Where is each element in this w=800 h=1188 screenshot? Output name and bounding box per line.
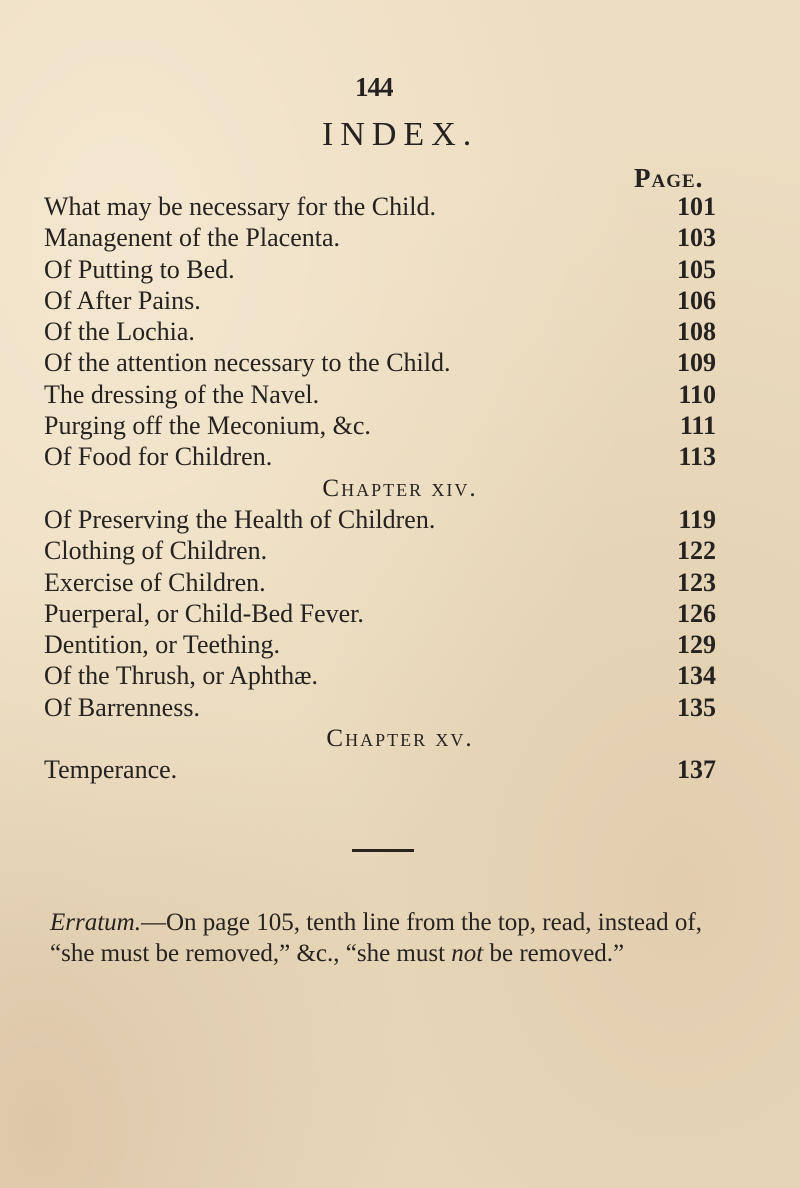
- entry-page-number: 109: [677, 348, 716, 378]
- entry-title: Managenent of the Placenta.: [44, 223, 340, 253]
- entry-page-number: 119: [678, 504, 716, 534]
- index-entry: [44, 254, 716, 285]
- entry-title: The dressing of the Navel.: [44, 379, 320, 409]
- entry-title: Of Food for Children.: [44, 442, 273, 472]
- index-entry: [44, 441, 716, 472]
- erratum-emphasis: not: [451, 940, 484, 967]
- index-entry: [44, 692, 716, 723]
- entry-title: Of the attention necessary to the Child.: [44, 348, 451, 378]
- entry-page-number: 122: [677, 536, 716, 566]
- entry-title: Purging off the Meconium, &c.: [44, 411, 371, 441]
- entry-page-number: 129: [677, 630, 716, 660]
- index-entries: [44, 191, 716, 786]
- index-entry: [44, 410, 716, 441]
- entry-page-number: 103: [677, 223, 716, 253]
- chapter-title: Chapter xv.: [326, 725, 474, 753]
- index-entry: [44, 754, 716, 785]
- page-column-header: Page.: [634, 163, 704, 193]
- entry-title: Puerperal, or Child-Bed Fever.: [44, 598, 364, 628]
- entry-title: Clothing of Children.: [44, 536, 268, 566]
- entry-page-number: 113: [678, 442, 716, 472]
- index-entry: [44, 660, 716, 691]
- entry-page-number: 134: [677, 661, 716, 691]
- entry-title: Of the Thrush, or Aphthæ.: [44, 661, 318, 691]
- index-entry: [44, 285, 716, 316]
- erratum-note: [50, 907, 730, 969]
- entry-page-number: 126: [677, 598, 716, 628]
- chapter-heading: [44, 723, 716, 754]
- index-entry: [44, 347, 716, 378]
- entry-page-number: 108: [677, 317, 716, 347]
- entry-page-number: 110: [678, 379, 716, 409]
- entry-title: Exercise of Children.: [44, 567, 266, 597]
- entry-page-number: 123: [677, 567, 716, 597]
- index-entry: [44, 567, 716, 598]
- index-entry: [44, 504, 716, 535]
- entry-page-number: 101: [677, 192, 716, 221]
- entry-page-number: 106: [677, 285, 716, 315]
- index-entry: [44, 316, 716, 347]
- index-entry: [44, 222, 716, 253]
- chapter-heading: [44, 473, 716, 504]
- entry-title: Of Putting to Bed.: [44, 254, 235, 284]
- index-entry: [44, 191, 716, 222]
- entry-title: Of Preserving the Health of Children.: [44, 504, 436, 534]
- entry-title: What may be necessary for the Child.: [44, 192, 437, 221]
- entry-title: Of the Lochia.: [44, 317, 195, 347]
- entry-page-number: 105: [677, 254, 716, 284]
- index-entry: [44, 598, 716, 629]
- entry-page-number: 137: [677, 755, 716, 785]
- section-divider: [352, 849, 414, 852]
- page-number: 144: [355, 72, 393, 102]
- entry-title: Of After Pains.: [44, 285, 201, 315]
- chapter-title: Chapter xiv.: [322, 474, 478, 502]
- erratum-text-before: —On page 105, tenth line from the top, read, instead of, “she must be removed,” &c., “she must: [50, 909, 702, 967]
- entry-title: Of Barrenness.: [44, 692, 200, 722]
- entry-title: Temperance.: [44, 755, 178, 785]
- index-entry: [44, 379, 716, 410]
- page-title: INDEX.: [322, 116, 479, 153]
- entry-page-number: 111: [679, 411, 716, 441]
- index-entry: [44, 629, 716, 660]
- entry-page-number: 135: [677, 692, 716, 722]
- erratum-label: Erratum.: [50, 909, 141, 936]
- index-entry: [44, 535, 716, 566]
- erratum-text-after: be removed.”: [483, 940, 625, 967]
- entry-title: Dentition, or Teething.: [44, 630, 280, 660]
